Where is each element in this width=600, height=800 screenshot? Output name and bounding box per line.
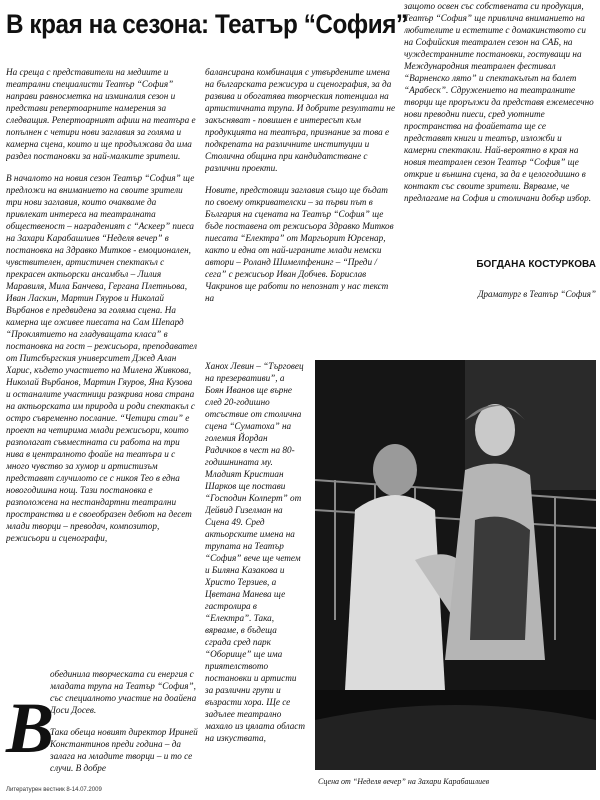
- paragraph: На среща с представители на медиите и театрални специалисти Театър “София” направи равносметка на изминалия сезон и представи репертоарните намерения за следващия. Репертоарният афиш на театъра е попълнен с четири нови заглавия за голяма и камерна сцена, които и ще продължава да има раздел постановки за най-малките зрители.: [6, 67, 196, 161]
- article-headline: В края на сезона: Театър “София”: [6, 9, 408, 39]
- article-column-3: [205, 360, 305, 780]
- article-column-4: [404, 0, 596, 250]
- author-role: Драматург в Театър “София”: [477, 289, 596, 299]
- author-name: БОГДАНА КОСТУРКОВА: [476, 259, 596, 270]
- paragraph: обединила творческата си енергия с младата трупа на Театър “София”, със специалното участие на доайена Доси Досев.: [50, 669, 197, 715]
- article-column-1: [6, 66, 198, 666]
- paragraph: защото освен със собствената си продукция, Театър “София” ще привлича вниманието на любителите и естетите с домакинството си на Софийския театрален сезон на САБ, на чуждестранните постановки, гостуващи на Международния театрален фестивал “Варненско лято” и спектакълът на балет “Арабеск”. Сдружението на театралните творци ще прорължи да представя ежемесечно нови преводни пиеси, сред уютните пространства на фоайетата ще се представят книги и театър, изложби и камерни спектакли. Най-вероятно в края на новия театрален сезон Театър “София” ще открие и външна сцена, за да е целогодишно в контакт със своите зрители. Вярваме, че предлагаме на София и столичани добър избор.: [404, 1, 594, 203]
- paragraph: балансирана комбинация с утвърдените имена на българската режисура и сценография, за да развива и обогатява творческия потенциал на артистичната трупа. И добрите резултати не закъсняват - повишен е интересът към продукцията на театъра, признание за това е подкрепата на различните институции и Столична община при кандидатстване с различни проекти.: [205, 67, 396, 173]
- dropcap-letter: В: [6, 688, 55, 768]
- paragraph: Така обеща новият директор Ириней Константинов преди година – да залага на младите творци – и то се случи. В добре: [50, 727, 198, 773]
- scene-photo-graphic: [315, 360, 596, 770]
- paragraph: Новите, предстоящи заглавия също ще бъдат по своему откривателски – за първи път в България на сцената на Театър “София” ще бъде поставена от режисьора Здравко Митков пиесата “Електра” от Маргьорит Юрсенар, както и една от най-играните млади немски автори – Роланд Шимелпфенинг – “Преди / сега” с режисьор Иван Добчев. Борислав Чакринов ще работи по непознат у нас текст на: [205, 185, 394, 303]
- photo-caption: Сцена от “Неделя вечер” на Захари Карабашлиев: [318, 777, 490, 786]
- article-photo: [315, 360, 596, 770]
- paragraph: В началото на новия сезон Театър “София” ще предложи на вниманието на своите зрители три нови заглавия, които очакваме да привлекат интереса на театралната общественост – награденият с “Аскеер” пиеса на Захари Карабашлиев “Неделя вечер” в постановка на Здравко Митков - емоционален, чувствителен, артистичен спектакъл с прекрасен актьорски ансамбъл – Лилия Маравиля, Мила Банчева, Гергана Плетньова, Иван Ласкин, Мартин Гяуров и Николай Върбанов е предвидена за голяма сцена. На камерна ще оживее пиесата на Сам Шепард “Проклятието на гладуващата класа” в постановка на гост – режисьора, преподавател от Питсбъргския университет Джед Алан Харис, където участието на Милена Живкова, Николай Върбанов, Мартин Гяуров, Яна Кузова и останалите участници разкрива нова страна на актьорската им природа и роди спектакъл с остро съвременно послание. “Четири стаи” е проект на четирима млади режисьори, които разполагат съвместната си работа на три нива в централното фоайе на театъра и с много чувство за хумор и артистизъм представят случилото се с никоя Тео в една новогодишна нощ. Тази постановка е разположена на нестандартни театрални пространства и е своеобразен дебют на десет млади творци – преводач, композитор, режисьори и сценографи,: [6, 173, 198, 543]
- article-column-1-tail: [50, 668, 198, 778]
- publication-footer: Литературен вестник 8-14.07.2009: [6, 787, 102, 793]
- paragraph: Ханох Левин – “Търговец на презервативи”, а Боян Иванов ще върне след 20-годишно отсъствие от столична сцена “Суматоха” на големия Йордан Радичков в чест на 80-годишнината му. Младият Кристиан Шарков ще постави “Господин Колперт” от Дейвид Гизелман на Сцена 49. Сред актьорските имена на трупата на Театър “София” вече ще четем и Биляна Казакова и Христо Терзиев, а Цветана Манева ще гастролира в “Електра”. Така, вярваме, в бъдеща сграда сред парк “Оборище” ще има приятелството постановки и артисти за различни групи и възрасти хора. Ще се задълее театрално махало из цялата област на изкуствата,: [205, 361, 305, 743]
- article-column-2: [205, 66, 397, 351]
